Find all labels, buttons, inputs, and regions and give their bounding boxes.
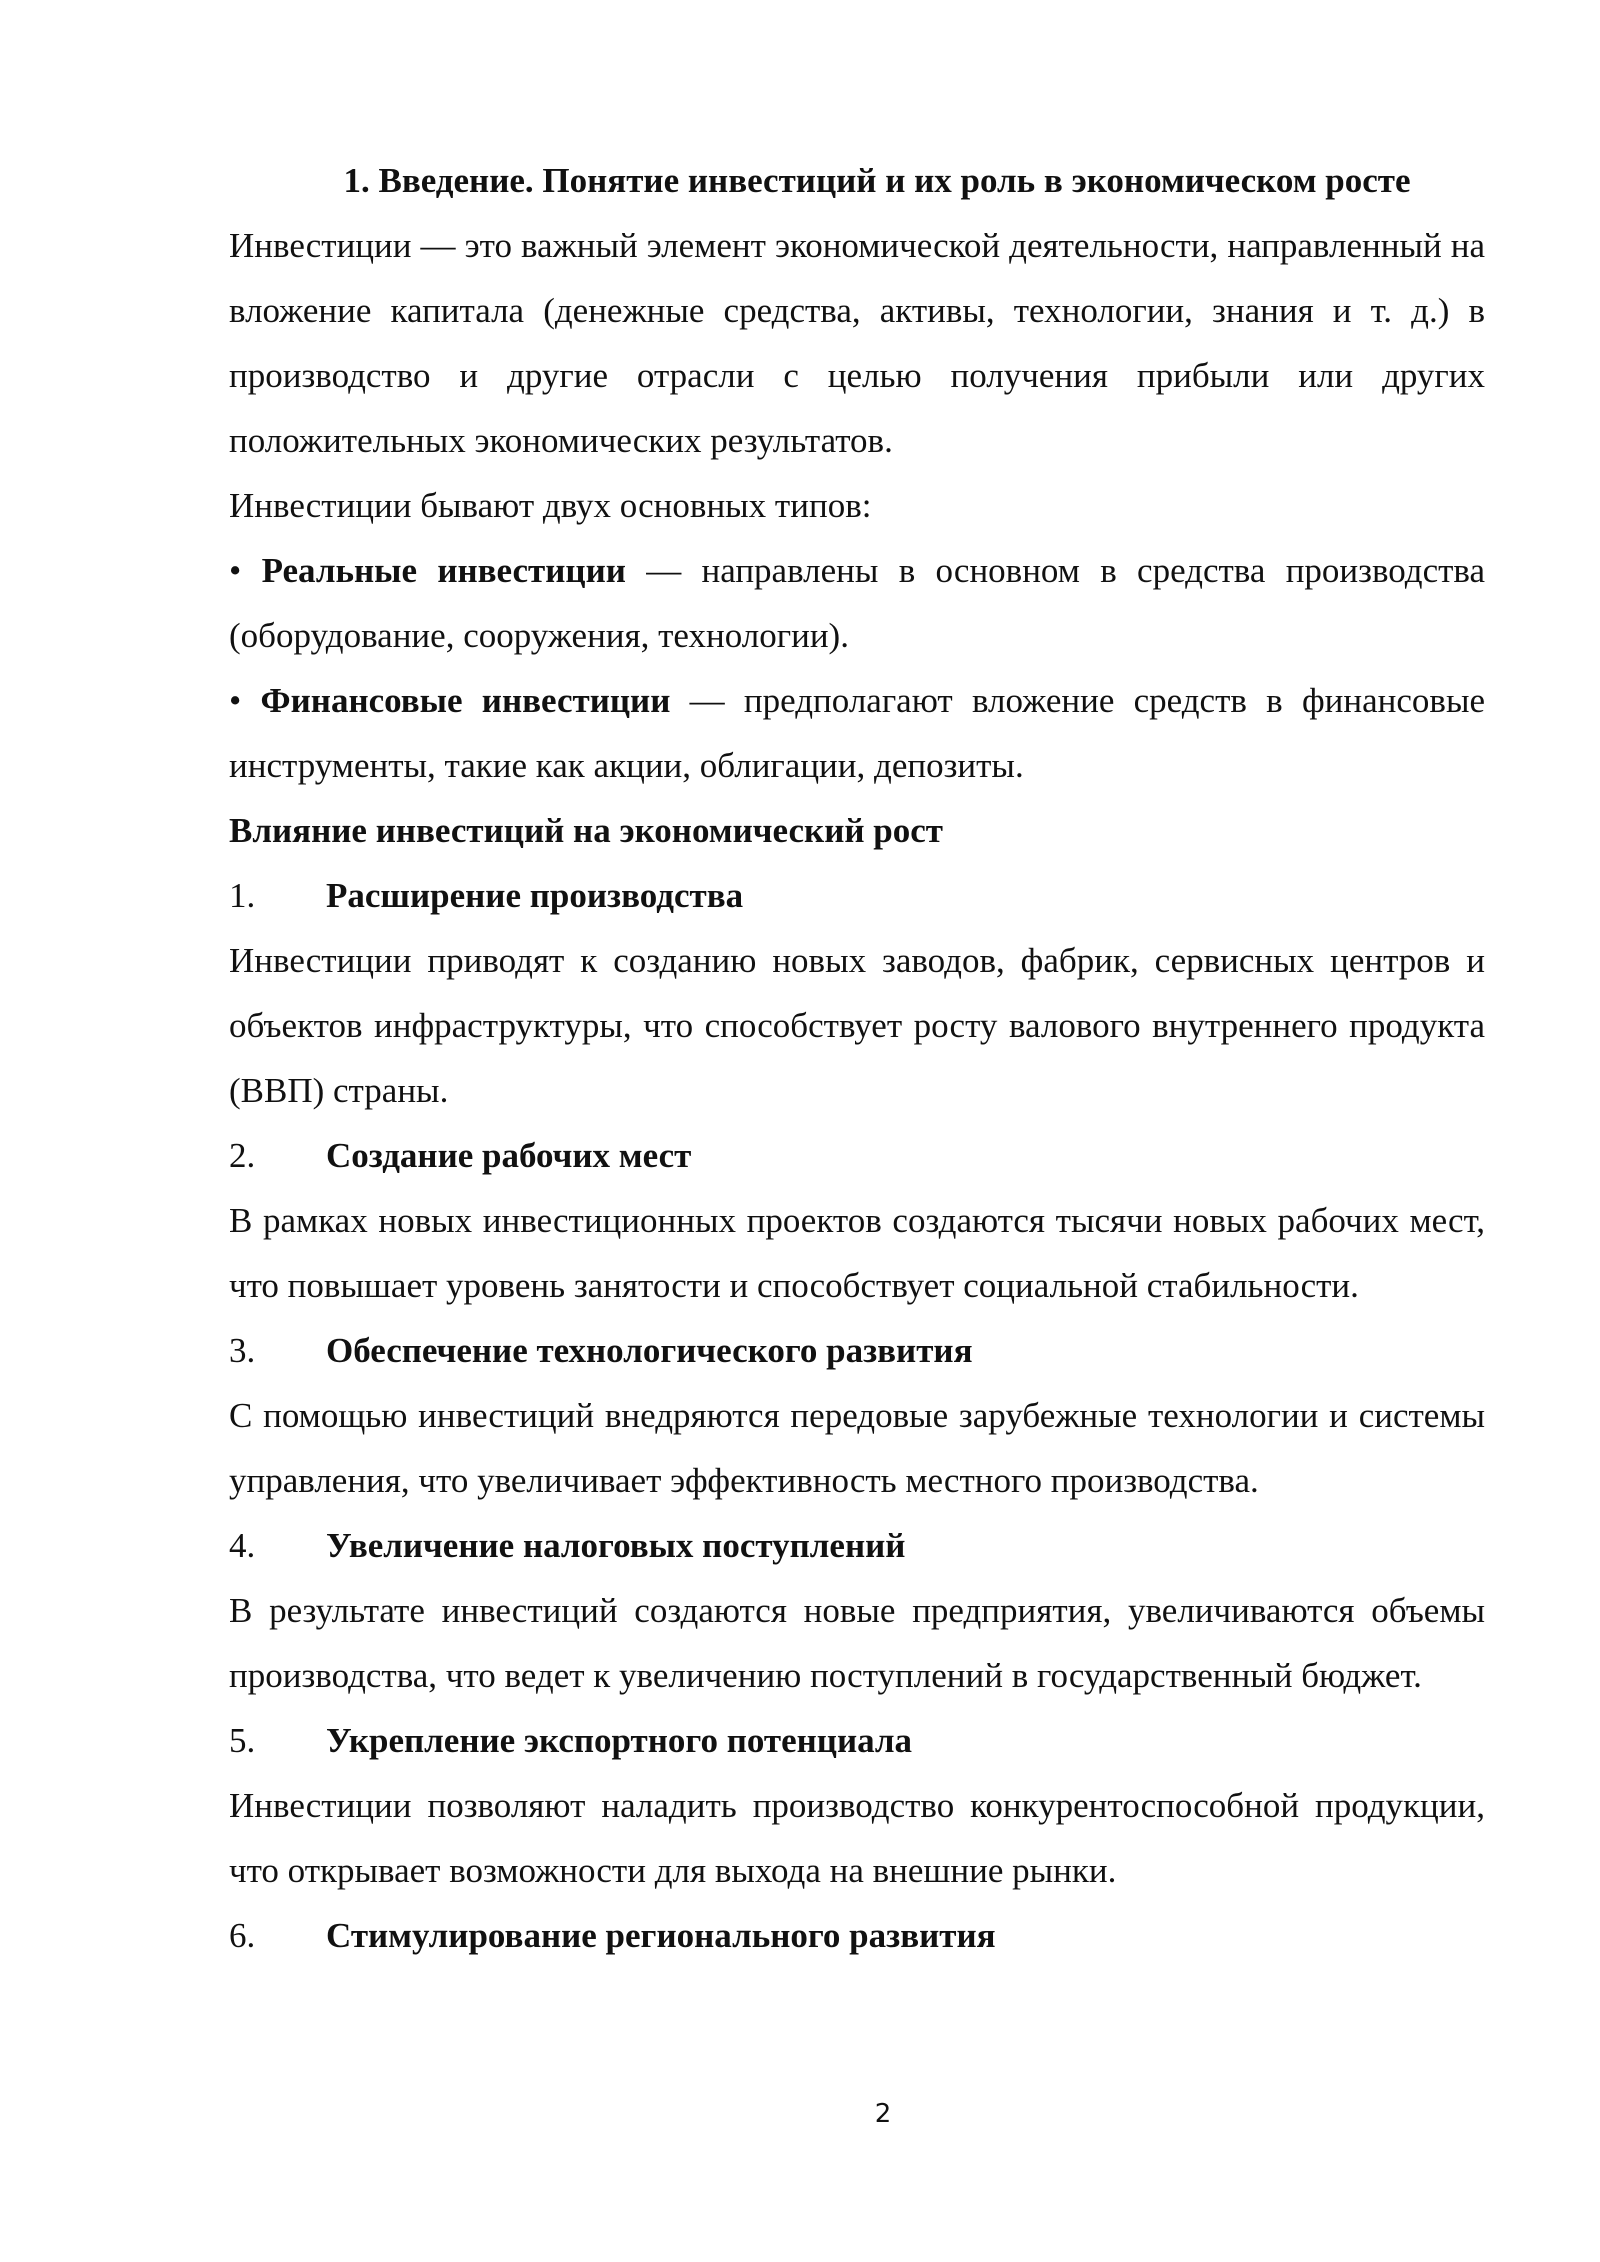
section-title: 1. Введение. Понятие инвестиций и их роль в экономическом росте: [343, 161, 1411, 200]
type-name: Финансовые инвестиции: [260, 681, 671, 720]
factor-number: 2.: [229, 1136, 256, 1175]
factor-title: Обеспечение технологического развития: [326, 1331, 973, 1370]
subsection-heading: Влияние инвестиций на экономический рост: [229, 811, 943, 850]
bullet: •: [229, 681, 242, 720]
type-item: [229, 538, 1485, 668]
type-description: — предполагают вложение средств в финансовые инструменты, такие как акции, облигации, депозиты.: [229, 681, 1485, 785]
factor-heading: [229, 863, 1485, 928]
factor-number: 1.: [229, 876, 256, 915]
page-body: [229, 148, 1485, 1968]
factor-heading: [229, 1123, 1485, 1188]
factor-title: Укрепление экспортного потенциала: [326, 1721, 913, 1760]
factor-title: Создание рабочих мест: [326, 1136, 692, 1175]
type-item: [229, 668, 1485, 798]
types-lead: Инвестиции бывают двух основных типов:: [229, 486, 872, 525]
factor-heading: [229, 1708, 1485, 1773]
factor-number: 6.: [229, 1916, 256, 1955]
factor-heading: [229, 1318, 1485, 1383]
factor-title: Расширение производства: [326, 876, 744, 915]
factor-number: 4.: [229, 1526, 256, 1565]
factor-paragraph: Инвестиции позволяют наладить производство конкурентоспособной продукции, что открывает возможности для выхода на внешние рынки.: [229, 1786, 1485, 1890]
intro-paragraph: Инвестиции — это важный элемент экономической деятельности, направленный на вложение капитала (денежные средства, активы, технологии, знания и т. д.) в производство и другие отрасли с целью получения прибыли или других положительных экономических результатов.: [229, 226, 1485, 460]
factor-title: Увеличение налоговых поступлений: [326, 1526, 906, 1565]
factor-title: Стимулирование регионального развития: [326, 1916, 996, 1955]
factor-number: 5.: [229, 1721, 256, 1760]
factor-number: 3.: [229, 1331, 256, 1370]
factor-paragraph: Инвестиции приводят к созданию новых заводов, фабрик, сервисных центров и объектов инфраструктуры, что способствует росту валового внутреннего продукта (ВВП) страны.: [229, 941, 1485, 1110]
bullet: •: [229, 551, 242, 590]
factor-paragraph: С помощью инвестиций внедряются передовые зарубежные технологии и системы управления, что увеличивает эффективность местного производства.: [229, 1396, 1485, 1500]
factor-heading: [229, 1513, 1485, 1578]
factor-heading: [229, 1903, 1485, 1968]
factor-paragraph: В рамках новых инвестиционных проектов создаются тысячи новых рабочих мест, что повышает уровень занятости и способствует социальной стабильности.: [229, 1201, 1485, 1305]
page-number: 2: [874, 2099, 892, 2129]
type-name: Реальные инвестиции: [261, 551, 626, 590]
type-description: — направлены в основном в средства производства (оборудование, сооружения, технологии).: [229, 551, 1485, 655]
factor-paragraph: В результате инвестиций создаются новые предприятия, увеличиваются объемы производства, что ведет к увеличению поступлений в государственный бюджет.: [229, 1591, 1485, 1695]
